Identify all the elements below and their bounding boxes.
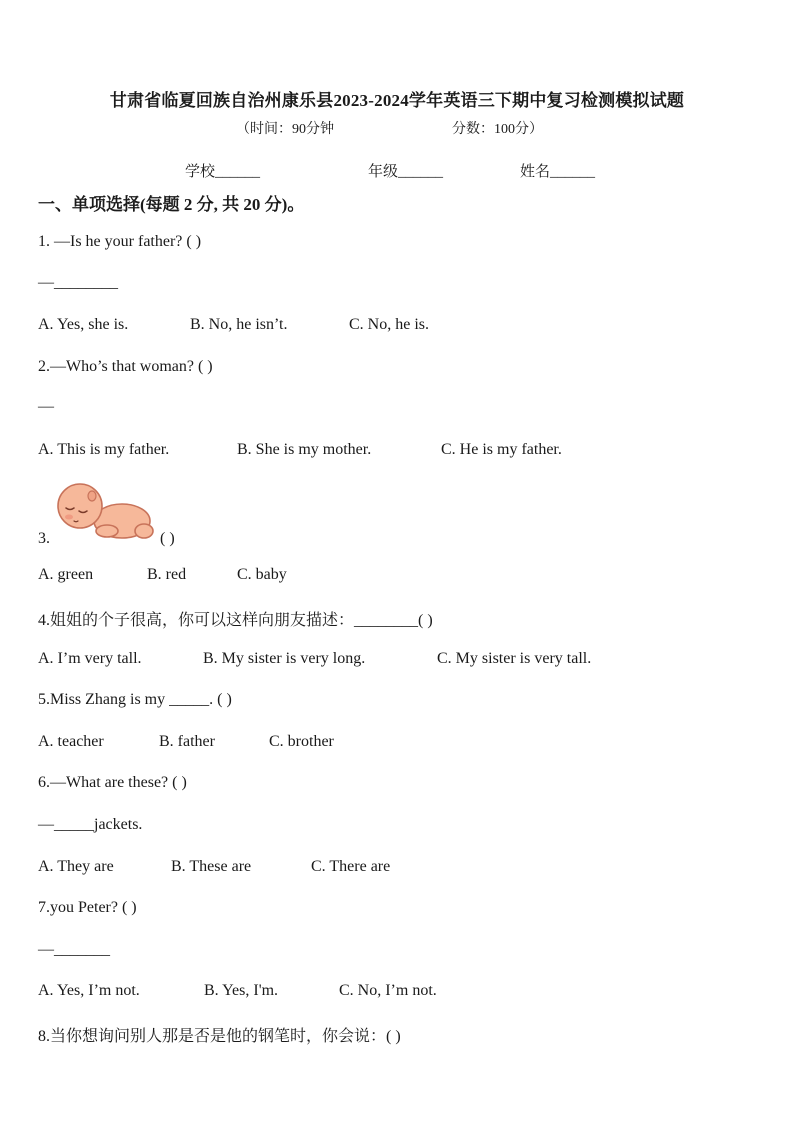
- question-4-option-b[interactable]: B. My sister is very long.: [203, 650, 366, 667]
- question-7-stem: 7.you Peter? ( ): [38, 899, 137, 916]
- exam-title: 甘肃省临夏回族自治州康乐县2023-2024学年英语三下期中复习检测模拟试题: [109, 91, 685, 110]
- question-3-option-b[interactable]: B. red: [147, 566, 187, 583]
- question-7-option-a[interactable]: A. Yes, I’m not.: [38, 982, 140, 999]
- question-5-option-b[interactable]: B. father: [159, 733, 215, 750]
- question-4-option-a[interactable]: A. I’m very tall.: [38, 650, 142, 667]
- question-3-option-c[interactable]: C. baby: [237, 566, 287, 583]
- question-5-option-c[interactable]: C. brother: [269, 733, 334, 750]
- question-5-option-a[interactable]: A. teacher: [38, 733, 104, 750]
- school-field[interactable]: 学校______: [185, 164, 261, 180]
- section-heading: 一、单项选择(每题 2 分, 共 20 分)。: [38, 195, 305, 214]
- question-4-option-c[interactable]: C. My sister is very tall.: [437, 650, 592, 667]
- sleeping-baby-icon: [52, 481, 154, 543]
- question-6-option-c[interactable]: C. There are: [311, 858, 391, 875]
- question-3-number: 3.: [38, 530, 50, 547]
- question-2-option-a[interactable]: A. This is my father.: [38, 441, 170, 458]
- question-1-stem: 1. —Is he your father? ( ): [38, 233, 202, 250]
- question-6-option-b[interactable]: B. These are: [171, 858, 252, 875]
- question-4-stem: 4.姐姐的个子很高，你可以这样向朋友描述：________( ): [38, 612, 433, 629]
- question-6-option-a[interactable]: A. They are: [38, 858, 114, 875]
- question-1-answer-line[interactable]: —________: [38, 274, 118, 291]
- question-3-option-a[interactable]: A. green: [38, 566, 94, 583]
- question-5-stem: 5.Miss Zhang is my _____. ( ): [38, 691, 232, 708]
- question-2-answer-line[interactable]: —: [38, 398, 54, 415]
- grade-field[interactable]: 年级______: [368, 164, 444, 180]
- question-6-answer-line[interactable]: —_____jackets.: [38, 816, 143, 833]
- question-1-option-a[interactable]: A. Yes, she is.: [38, 316, 129, 333]
- name-field[interactable]: 姓名______: [520, 164, 596, 180]
- question-8-stem: 8.当你想询问别人那是否是他的钢笔时，你会说：( ): [38, 1028, 401, 1045]
- question-1-option-c[interactable]: C. No, he is.: [349, 316, 429, 333]
- question-6-stem: 6.—What are these? ( ): [38, 774, 187, 791]
- question-7-option-c[interactable]: C. No, I’m not.: [339, 982, 437, 999]
- exam-score: 分数：100分）: [452, 122, 543, 137]
- question-2-stem: 2.—Who’s that woman? ( ): [38, 358, 213, 375]
- question-2-option-b[interactable]: B. She is my mother.: [237, 441, 372, 458]
- question-7-answer-line[interactable]: —_______: [38, 941, 110, 958]
- question-3-paren[interactable]: ( ): [160, 530, 175, 547]
- exam-time: （时间：90分钟: [236, 122, 334, 137]
- question-7-option-b[interactable]: B. Yes, I'm.: [204, 982, 279, 999]
- question-1-option-b[interactable]: B. No, he isn’t.: [190, 316, 288, 333]
- question-2-option-c[interactable]: C. He is my father.: [441, 441, 562, 458]
